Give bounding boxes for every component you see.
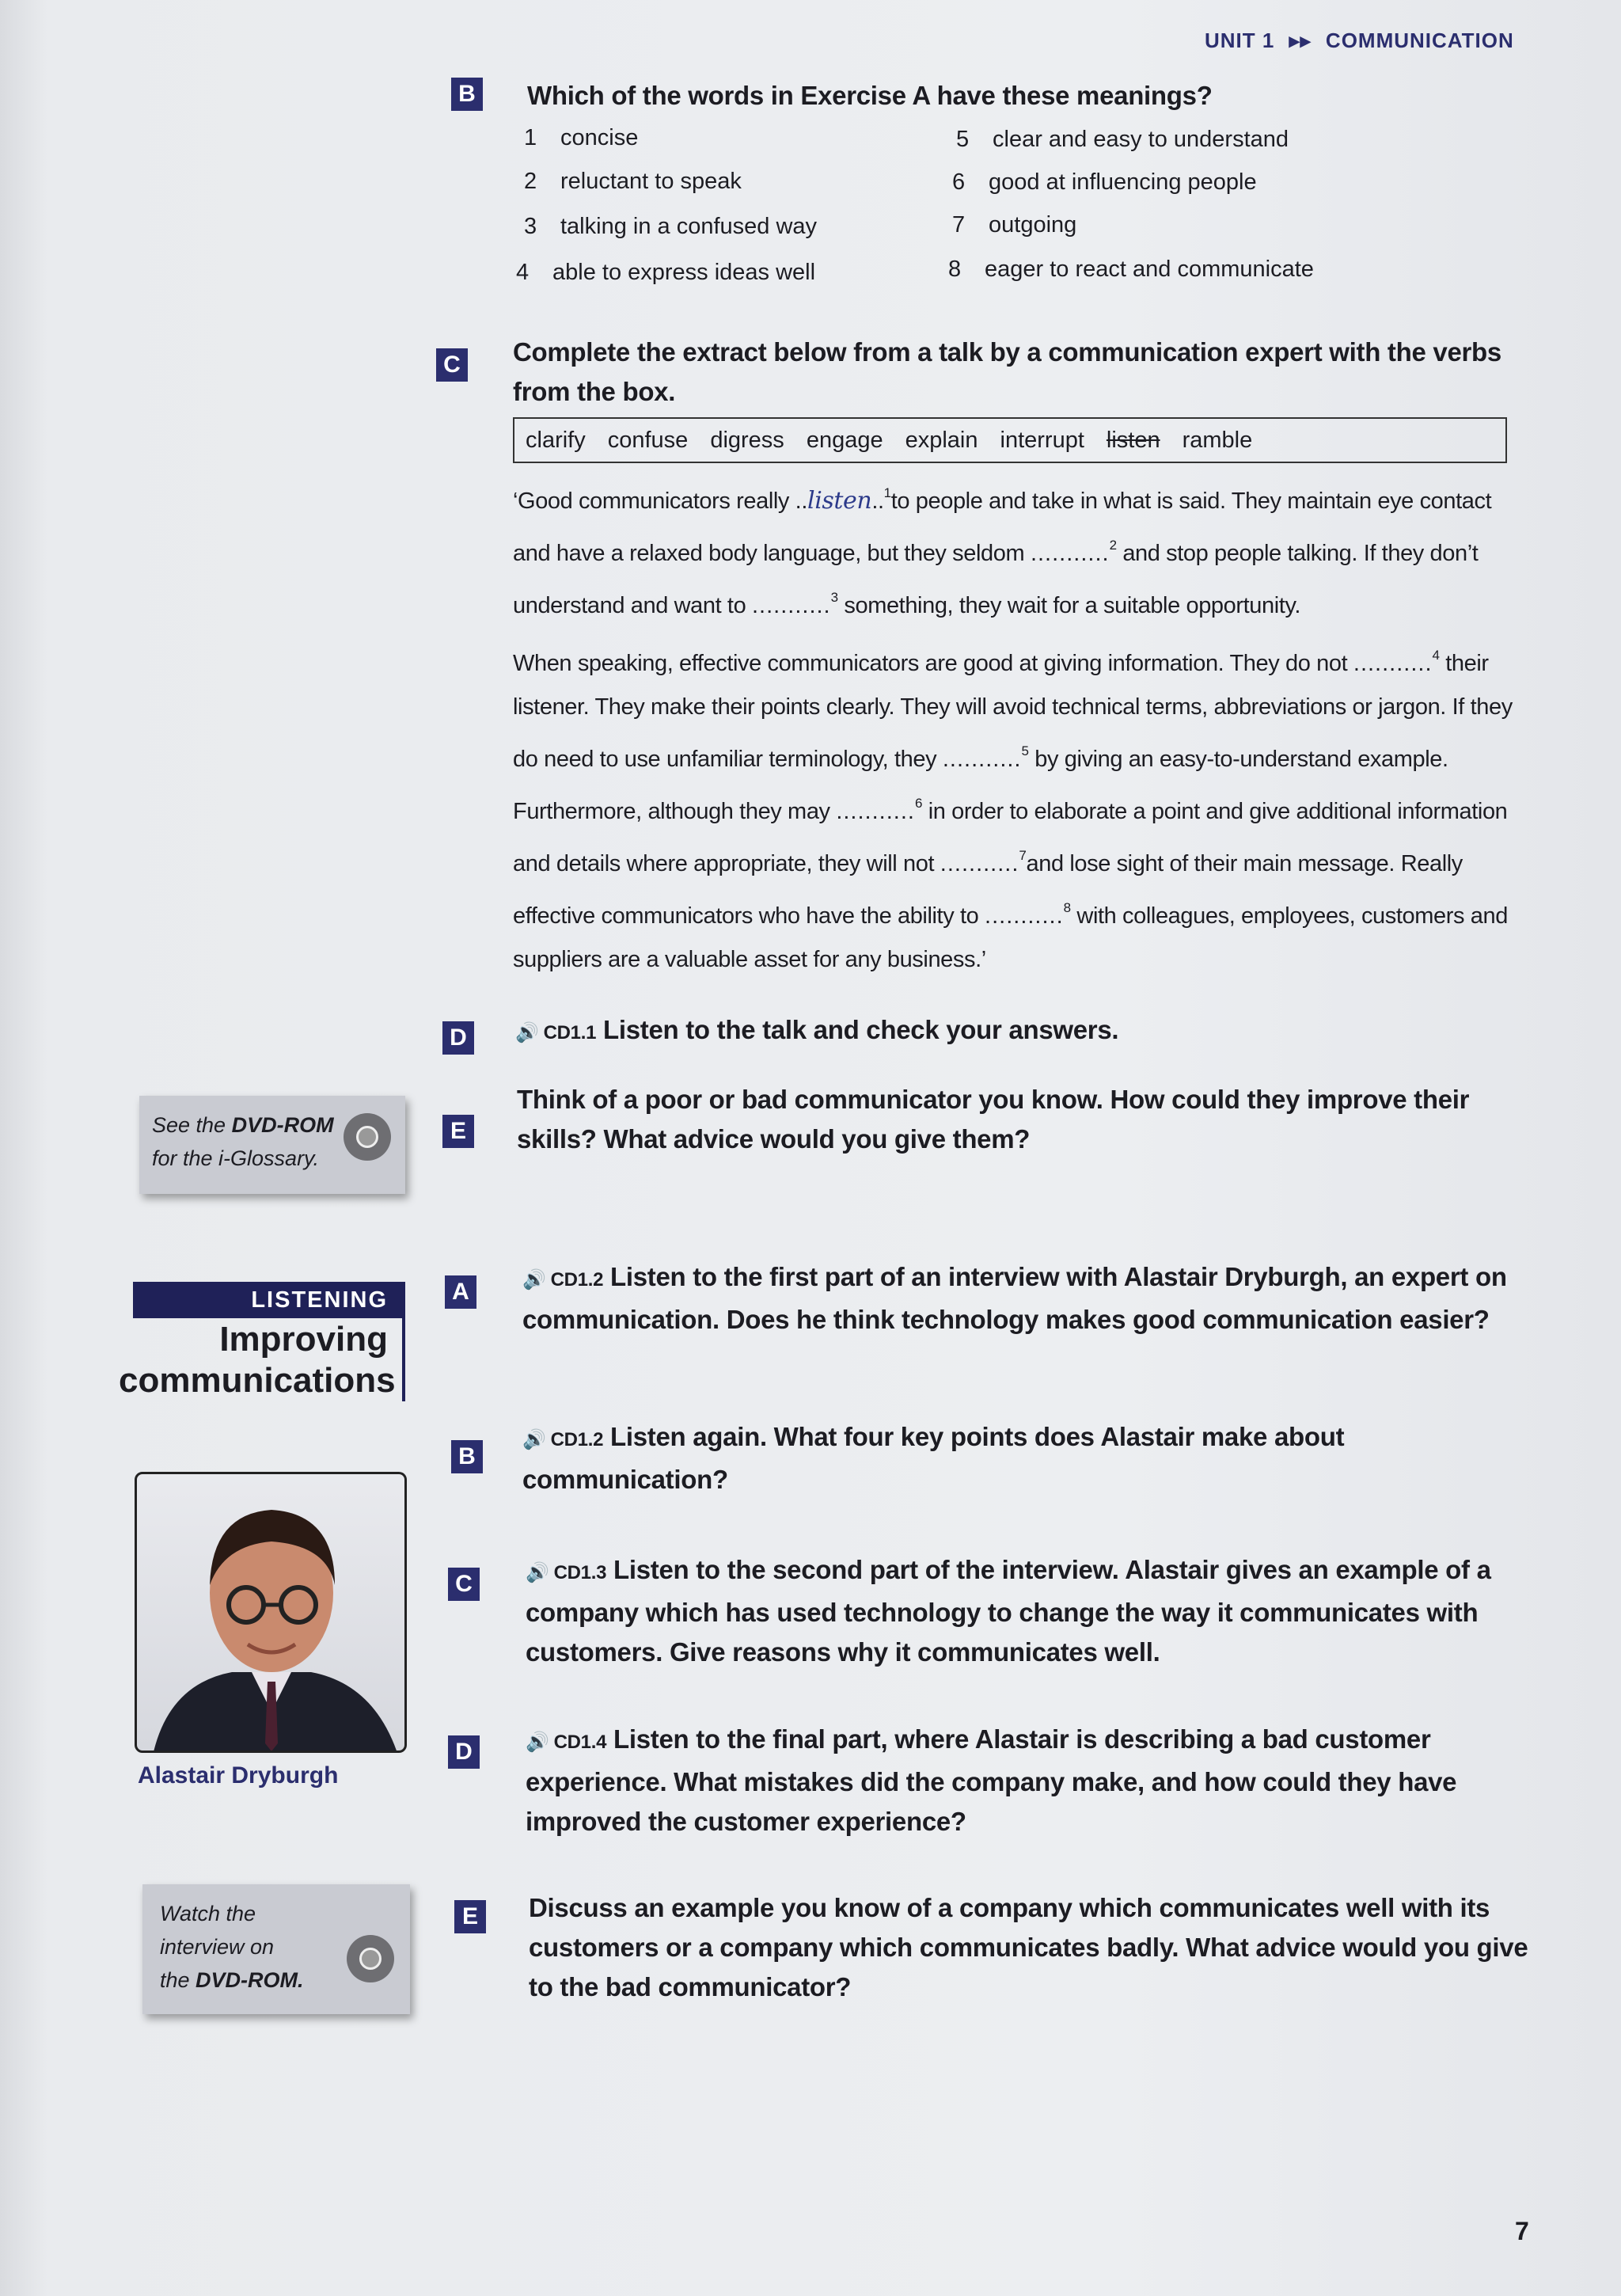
gap-3: ...........: [751, 593, 831, 618]
extract-paragraph-1: ‘Good communicators really ..listen..$^1$to people and take in what is said. They maintain eye contact and have a relaxed body language, but they seldom ...........$^2$ and stop people talking. If they don’t understand and want to ...........$^3$ something, they wait for a suitable opportunity.: [513, 485, 1492, 618]
exercise-d-label: D: [442, 1021, 474, 1055]
exercise-c-instruction: Complete the extract below from a talk by a communication expert with the verbs from the box.: [513, 337, 1501, 406]
listening-b-instruction: 🔊 CD1.2 Listen again. What four key points does Alastair make about communication?: [522, 1422, 1345, 1494]
unit-title: COMMUNICATION: [1325, 29, 1514, 52]
portrait-illustration: [137, 1474, 407, 1753]
cd-track: CD1.1: [543, 1022, 597, 1043]
exercise-d-instruction: 🔊 CD1.1 Listen to the talk and check your answers.: [515, 1015, 1119, 1044]
meaning-item: 6 good at influencing people: [952, 169, 1257, 195]
word-box-item: explain: [905, 427, 978, 453]
dvd-glossary-note: See the DVD-ROM for the i-Glossary.: [139, 1096, 405, 1194]
dvd-watch-note: Watch the interview on the DVD-ROM.: [142, 1884, 410, 2014]
listening-c-label: C: [448, 1568, 480, 1601]
exercise-b-label: B: [451, 78, 483, 111]
meaning-item: 4 able to express ideas well: [516, 260, 816, 285]
listening-d-instruction: 🔊 CD1.4 Listen to the final part, where Alastair is describing a bad customer experience. What mistakes did the company make, and how could they have improved the customer experience?: [526, 1724, 1457, 1836]
meaning-item: 8 eager to react and communicate: [948, 257, 1314, 282]
speaker-icon: 🔊: [522, 1269, 546, 1291]
exercise-b-instruction: Which of the words in Exercise A have these meanings?: [527, 81, 1213, 110]
meaning-item: 5 clear and easy to understand: [956, 127, 1289, 152]
meaning-item: 3 talking in a confused way: [524, 214, 818, 239]
page-number: 7: [1515, 2217, 1529, 2245]
word-box-item: ramble: [1182, 427, 1253, 453]
section-title: Improving communications: [119, 1320, 396, 1400]
section-label: LISTENING: [251, 1287, 388, 1313]
gap-8: ...........: [985, 903, 1064, 929]
running-header: [1205, 29, 1514, 53]
word-box-item: confuse: [607, 427, 689, 453]
gap-7: ...........: [940, 851, 1019, 876]
speaker-icon: 🔊: [526, 1732, 549, 1753]
listening-a-label: A: [445, 1275, 476, 1309]
gap-5: ...........: [942, 747, 1022, 772]
speaker-icon: 🔊: [515, 1022, 539, 1043]
section-rule: [402, 1318, 405, 1401]
section-banner: [133, 1282, 405, 1318]
word-box-item: engage: [806, 427, 883, 453]
word-box: [513, 417, 1507, 463]
word-box-item: interrupt: [1000, 427, 1084, 453]
listening-e-label: E: [454, 1900, 486, 1933]
unit-label: UNIT 1: [1205, 29, 1275, 52]
extract-paragraph-2: When speaking, effective communicators are good at giving information. They do not ...........$^4$ their listener. They make their points clearly. They will avoid technical terms, abbreviations or jargon. If they do need to use unfamiliar terminology, they ...........$^5$ by giving an easy-to-understand example. Furthermore, although they may ...........$^6$ in order to elaborate a point and give additional information and details where appropriate, they will not ...........$^7$and lose sight of their main message. Really effective communicators who have the ability to ...........$^8$ with colleagues, employees, customers and suppliers are a valuable asset for any business.’: [513, 648, 1513, 972]
listening-a-instruction: 🔊 CD1.2 Listen to the first part of an interview with Alastair Dryburgh, an expert on communication. Does he think technology makes good communication easier?: [522, 1262, 1507, 1334]
listening-d-label: D: [448, 1735, 480, 1769]
exercise-c-label: C: [436, 348, 468, 382]
dvd-disc-icon: [347, 1935, 394, 1982]
word-box-item: digress: [710, 427, 784, 453]
speaker-icon: 🔊: [522, 1429, 546, 1450]
meaning-item: 2 reluctant to speak: [524, 169, 742, 194]
meaning-item: 1 concise: [524, 125, 639, 150]
handwritten-answer: listen: [807, 487, 872, 515]
exercise-e-instruction: Think of a poor or bad communicator you know. How could they improve their skills? What advice would you give them?: [517, 1085, 1470, 1154]
arrows-icon: ▸▸: [1289, 29, 1312, 52]
exercise-e-label: E: [442, 1115, 474, 1148]
dvd-disc-icon: [344, 1113, 391, 1161]
photo-caption: Alastair Dryburgh: [138, 1762, 339, 1789]
gap-4: ...........: [1353, 651, 1433, 676]
gap-6: ...........: [836, 799, 915, 824]
word-box-item: clarify: [526, 427, 586, 453]
listening-b-label: B: [451, 1440, 483, 1473]
word-box-item-crossed: listen: [1106, 427, 1160, 453]
listening-e-instruction: Discuss an example you know of a company which communicates well with its customers or a company which communicates badly. What advice would you give to the bad communicator?: [529, 1893, 1528, 2001]
gap-2: ...........: [1030, 541, 1110, 566]
meaning-item: 7 outgoing: [952, 212, 1077, 238]
speaker-icon: 🔊: [526, 1562, 549, 1583]
listening-c-instruction: 🔊 CD1.3 Listen to the second part of the interview. Alastair gives an example of a company which has used technology to change the way it communicates with customers. Give reasons why it communicates well.: [526, 1555, 1491, 1667]
interviewee-photo: [135, 1472, 407, 1753]
